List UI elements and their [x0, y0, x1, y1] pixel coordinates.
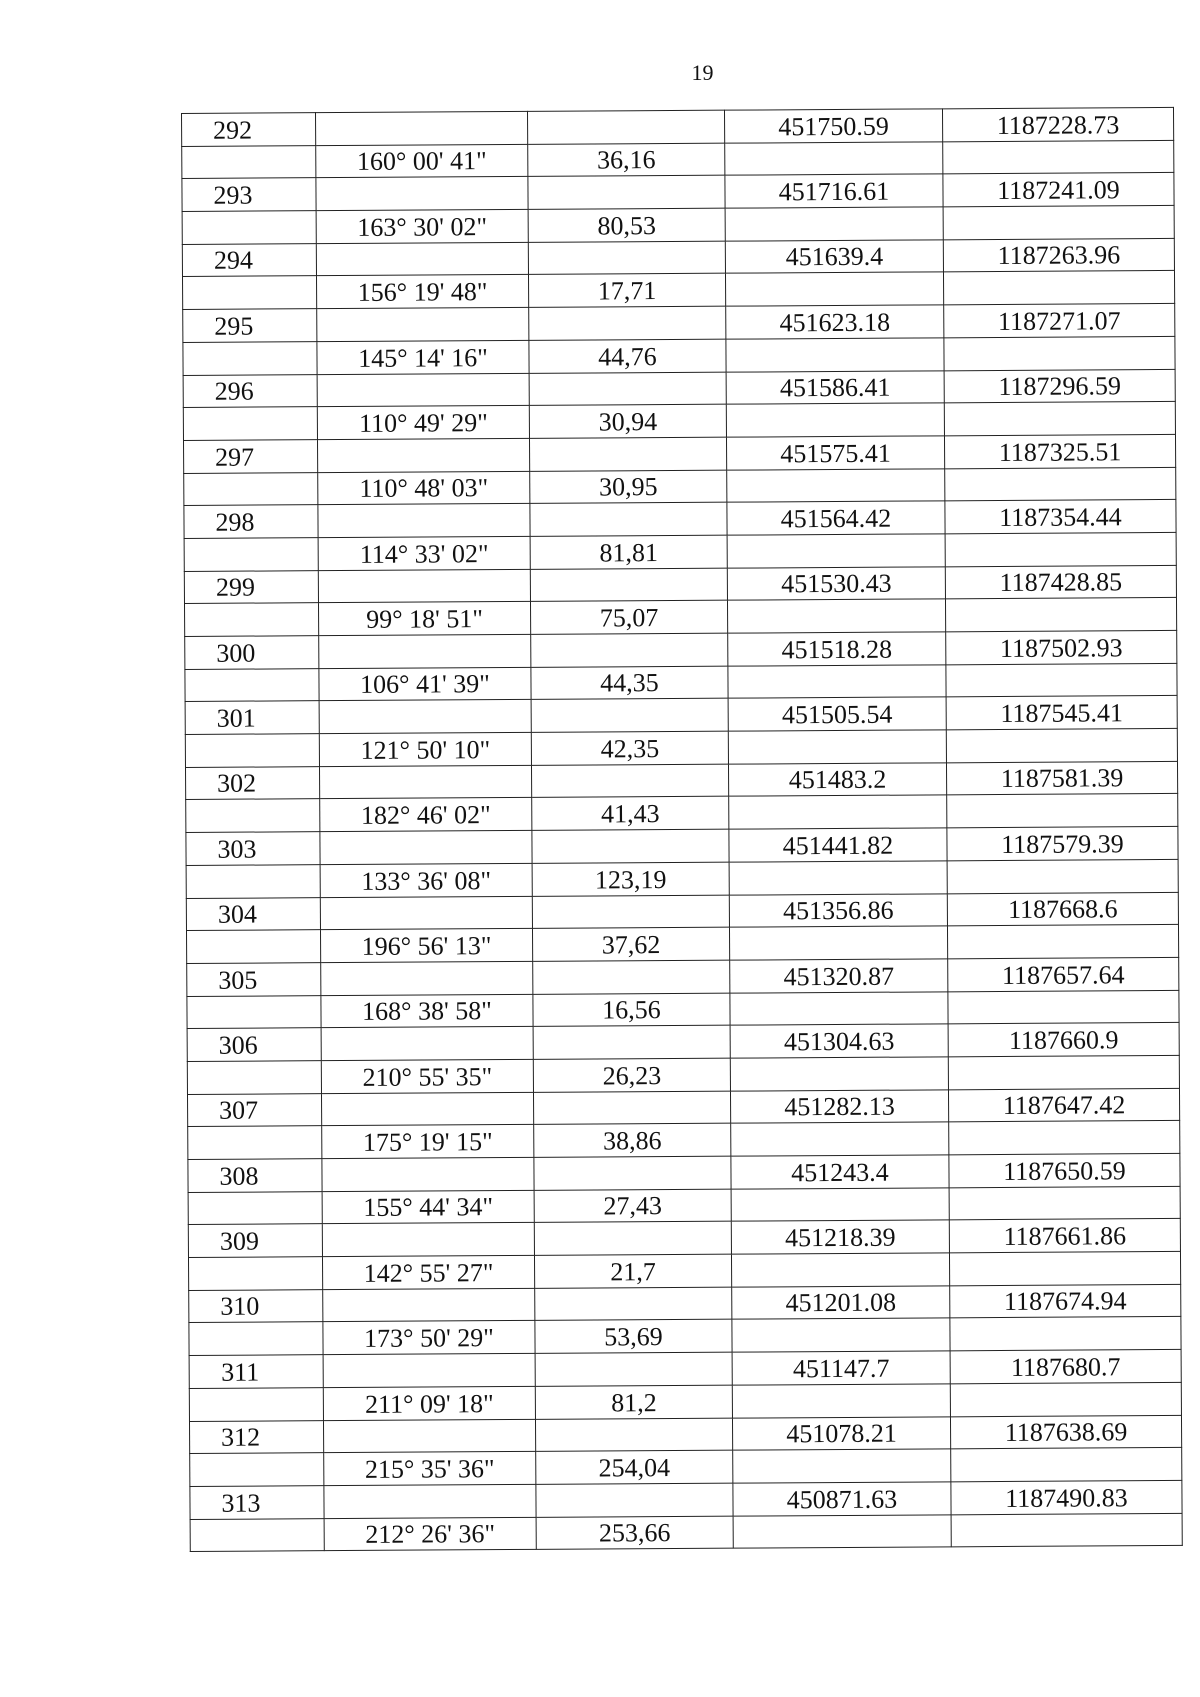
- distance-cell: [530, 502, 727, 536]
- distance-cell: 44,35: [531, 666, 728, 700]
- distance-cell: [531, 764, 728, 798]
- point-cell: 307: [187, 1093, 321, 1127]
- point-cell: [185, 668, 319, 702]
- y-coordinate-cell: 1187579.39: [947, 827, 1178, 861]
- point-cell: [182, 145, 316, 179]
- x-coordinate-cell: [731, 1188, 949, 1222]
- point-cell: 305: [187, 963, 321, 997]
- y-coordinate-cell: [947, 925, 1178, 959]
- point-cell: [186, 799, 320, 833]
- x-coordinate-cell: [725, 207, 943, 241]
- x-coordinate-cell: [726, 403, 944, 437]
- point-row: [182, 173, 1174, 212]
- angle-cell: 210° 55' 35": [321, 1059, 533, 1093]
- x-coordinate-cell: [725, 142, 943, 176]
- distance-cell: 17,71: [528, 274, 725, 308]
- angle-cell: [319, 765, 531, 799]
- point-row: [189, 1284, 1181, 1323]
- y-coordinate-cell: 1187638.69: [950, 1415, 1181, 1449]
- point-cell: [185, 734, 319, 768]
- y-coordinate-cell: [943, 271, 1174, 305]
- distance-cell: [528, 241, 725, 275]
- distance-cell: 44,76: [529, 339, 726, 373]
- angle-cell: [321, 961, 533, 995]
- point-row: [190, 1480, 1182, 1519]
- x-coordinate-cell: [728, 730, 946, 764]
- angle-cell: [319, 634, 531, 668]
- distance-cell: [535, 1352, 732, 1386]
- point-cell: 297: [183, 440, 317, 474]
- y-coordinate-cell: 1187325.51: [944, 434, 1175, 468]
- x-coordinate-cell: 451320.87: [730, 959, 948, 993]
- y-coordinate-cell: 1187680.7: [950, 1350, 1181, 1384]
- point-cell: 299: [184, 570, 318, 604]
- point-row: [188, 1219, 1180, 1258]
- angle-cell: 212° 26' 36": [324, 1517, 536, 1551]
- distance-cell: [530, 568, 727, 602]
- distance-cell: 42,35: [531, 731, 728, 765]
- distance-cell: 254,04: [536, 1450, 733, 1484]
- x-coordinate-cell: [729, 795, 947, 829]
- x-coordinate-cell: 451356.86: [729, 893, 947, 927]
- x-coordinate-cell: [732, 1384, 950, 1418]
- angle-cell: 145° 14' 16": [317, 340, 529, 374]
- angle-cell: 156° 19' 48": [316, 275, 528, 309]
- x-coordinate-cell: 451623.18: [726, 305, 944, 339]
- x-coordinate-cell: [732, 1318, 950, 1352]
- angle-cell: 155° 44' 34": [322, 1190, 534, 1224]
- point-cell: 298: [184, 505, 318, 539]
- point-cell: [187, 1061, 321, 1095]
- x-coordinate-cell: 451530.43: [727, 566, 945, 600]
- x-coordinate-cell: 451078.21: [732, 1416, 950, 1450]
- coordinates-table-container: [181, 109, 1173, 1552]
- point-cell: 292: [182, 113, 316, 147]
- distance-cell: [536, 1483, 733, 1517]
- point-row: [183, 434, 1175, 473]
- angle-cell: [316, 111, 528, 145]
- segment-row: [190, 1513, 1182, 1552]
- point-cell: [189, 1322, 323, 1356]
- y-coordinate-cell: 1187296.59: [944, 369, 1175, 403]
- y-coordinate-cell: [950, 1317, 1181, 1351]
- point-cell: [186, 864, 320, 898]
- distance-cell: 21,7: [534, 1254, 731, 1288]
- point-row: [185, 696, 1177, 735]
- distance-cell: 75,07: [530, 600, 727, 634]
- point-row: [182, 238, 1174, 277]
- point-cell: [188, 1126, 322, 1160]
- x-coordinate-cell: [725, 272, 943, 306]
- angle-cell: 163° 30' 02": [316, 209, 528, 243]
- y-coordinate-cell: [949, 1186, 1180, 1220]
- x-coordinate-cell: [733, 1514, 951, 1548]
- y-coordinate-cell: 1187668.6: [947, 892, 1178, 926]
- distance-cell: [535, 1287, 732, 1321]
- distance-cell: [533, 1091, 730, 1125]
- angle-cell: [321, 1092, 533, 1126]
- point-row: [189, 1350, 1181, 1389]
- point-row: [185, 761, 1177, 800]
- point-cell: 310: [189, 1289, 323, 1323]
- distance-cell: [533, 1025, 730, 1059]
- x-coordinate-cell: [727, 468, 945, 502]
- point-cell: [184, 603, 318, 637]
- angle-cell: [317, 308, 529, 342]
- y-coordinate-cell: 1187428.85: [945, 565, 1176, 599]
- x-coordinate-cell: [730, 1057, 948, 1091]
- coordinates-table-body: [182, 107, 1183, 1551]
- y-coordinate-cell: 1187660.9: [948, 1023, 1179, 1057]
- x-coordinate-cell: 451282.13: [730, 1089, 948, 1123]
- point-row: [186, 892, 1178, 931]
- point-cell: [190, 1453, 324, 1487]
- point-cell: 313: [190, 1486, 324, 1520]
- angle-cell: 114° 33' 02": [318, 536, 530, 570]
- point-cell: 304: [186, 897, 320, 931]
- point-cell: [184, 472, 318, 506]
- angle-cell: [317, 438, 529, 472]
- point-row: [187, 957, 1179, 996]
- x-coordinate-cell: 451586.41: [726, 370, 944, 404]
- x-coordinate-cell: 451639.4: [725, 240, 943, 274]
- distance-cell: 81,81: [530, 535, 727, 569]
- angle-cell: [318, 569, 530, 603]
- point-cell: [188, 1191, 322, 1225]
- angle-cell: [323, 1288, 535, 1322]
- distance-cell: [528, 176, 725, 210]
- angle-cell: [322, 1223, 534, 1257]
- x-coordinate-cell: [729, 861, 947, 895]
- angle-cell: 160° 00' 41": [316, 144, 528, 178]
- x-coordinate-cell: 451243.4: [731, 1155, 949, 1189]
- point-cell: 295: [183, 309, 317, 343]
- angle-cell: 99° 18' 51": [318, 602, 530, 636]
- x-coordinate-cell: 451218.39: [731, 1220, 949, 1254]
- angle-cell: [323, 1353, 535, 1387]
- y-coordinate-cell: 1187674.94: [950, 1284, 1181, 1318]
- point-cell: [190, 1518, 324, 1552]
- angle-cell: [316, 242, 528, 276]
- distance-cell: 26,23: [533, 1058, 730, 1092]
- x-coordinate-cell: 451518.28: [728, 632, 946, 666]
- point-row: [185, 630, 1177, 669]
- distance-cell: 41,43: [532, 797, 729, 831]
- y-coordinate-cell: 1187661.86: [949, 1219, 1180, 1253]
- y-coordinate-cell: 1187647.42: [948, 1088, 1179, 1122]
- angle-cell: [323, 1419, 535, 1453]
- distance-cell: 30,94: [529, 404, 726, 438]
- x-coordinate-cell: [733, 1449, 951, 1483]
- y-coordinate-cell: 1187354.44: [945, 500, 1176, 534]
- angle-cell: 196° 56' 13": [320, 929, 532, 963]
- point-row: [188, 1153, 1180, 1192]
- distance-cell: [534, 1156, 731, 1190]
- point-cell: 309: [188, 1224, 322, 1258]
- x-coordinate-cell: [727, 534, 945, 568]
- x-coordinate-cell: 451505.54: [728, 697, 946, 731]
- y-coordinate-cell: 1187490.83: [951, 1480, 1182, 1514]
- angle-cell: [322, 1157, 534, 1191]
- y-coordinate-cell: 1187241.09: [943, 173, 1174, 207]
- angle-cell: [320, 896, 532, 930]
- point-cell: [183, 407, 317, 441]
- distance-cell: 30,95: [530, 470, 727, 504]
- y-coordinate-cell: 1187545.41: [946, 696, 1177, 730]
- point-cell: [184, 538, 318, 572]
- angle-cell: 133° 36' 08": [320, 863, 532, 897]
- point-row: [189, 1415, 1181, 1454]
- y-coordinate-cell: [947, 859, 1178, 893]
- x-coordinate-cell: 450871.63: [733, 1482, 951, 1516]
- point-cell: 301: [185, 701, 319, 735]
- y-coordinate-cell: 1187271.07: [944, 304, 1175, 338]
- point-cell: 296: [183, 374, 317, 408]
- distance-cell: 253,66: [536, 1516, 733, 1550]
- y-coordinate-cell: [943, 205, 1174, 239]
- page-number: 19: [691, 60, 714, 85]
- x-coordinate-cell: 451441.82: [729, 828, 947, 862]
- y-coordinate-cell: [951, 1448, 1182, 1482]
- distance-cell: [531, 633, 728, 667]
- point-row: [187, 1023, 1179, 1062]
- point-cell: 293: [182, 178, 316, 212]
- y-coordinate-cell: [949, 1121, 1180, 1155]
- distance-cell: 16,56: [533, 993, 730, 1027]
- y-coordinate-cell: 1187502.93: [946, 630, 1177, 664]
- point-row: [184, 500, 1176, 539]
- distance-cell: 27,43: [534, 1189, 731, 1223]
- y-coordinate-cell: [946, 663, 1177, 697]
- y-coordinate-cell: [950, 1382, 1181, 1416]
- angle-cell: 215° 35' 36": [324, 1452, 536, 1486]
- y-coordinate-cell: [945, 467, 1176, 501]
- distance-cell: 81,2: [535, 1385, 732, 1419]
- point-cell: 294: [182, 243, 316, 277]
- y-coordinate-cell: [944, 402, 1175, 436]
- y-coordinate-cell: [945, 598, 1176, 632]
- y-coordinate-cell: [951, 1513, 1182, 1547]
- y-coordinate-cell: [947, 794, 1178, 828]
- y-coordinate-cell: 1187650.59: [949, 1153, 1180, 1187]
- point-cell: [187, 995, 321, 1029]
- angle-cell: 173° 50' 29": [323, 1321, 535, 1355]
- x-coordinate-cell: [731, 1253, 949, 1287]
- point-cell: [189, 1387, 323, 1421]
- distance-cell: [527, 110, 724, 144]
- x-coordinate-cell: 451575.41: [726, 436, 944, 470]
- angle-cell: 106° 41' 39": [319, 667, 531, 701]
- x-coordinate-cell: 451304.63: [730, 1024, 948, 1058]
- y-coordinate-cell: [945, 532, 1176, 566]
- y-coordinate-cell: [948, 990, 1179, 1024]
- angle-cell: 211° 09' 18": [323, 1386, 535, 1420]
- distance-cell: [532, 829, 729, 863]
- angle-cell: [324, 1484, 536, 1518]
- x-coordinate-cell: 451483.2: [728, 763, 946, 797]
- x-coordinate-cell: 451750.59: [724, 109, 942, 143]
- distance-cell: 80,53: [528, 208, 725, 242]
- distance-cell: [531, 699, 728, 733]
- x-coordinate-cell: 451201.08: [732, 1286, 950, 1320]
- y-coordinate-cell: [944, 336, 1175, 370]
- point-cell: 306: [187, 1028, 321, 1062]
- y-coordinate-cell: [946, 728, 1177, 762]
- distance-cell: [529, 437, 726, 471]
- distance-cell: 38,86: [534, 1123, 731, 1157]
- point-cell: 312: [189, 1420, 323, 1454]
- point-cell: 303: [186, 832, 320, 866]
- angle-cell: [318, 504, 530, 538]
- x-coordinate-cell: 451147.7: [732, 1351, 950, 1385]
- point-cell: [188, 1257, 322, 1291]
- point-row: [187, 1088, 1179, 1127]
- distance-cell: 123,19: [532, 862, 729, 896]
- point-cell: [186, 930, 320, 964]
- angle-cell: [317, 373, 529, 407]
- distance-cell: [533, 960, 730, 994]
- angle-cell: 110° 49' 29": [317, 406, 529, 440]
- point-row: [182, 107, 1174, 146]
- y-coordinate-cell: [948, 1055, 1179, 1089]
- point-cell: [183, 341, 317, 375]
- point-cell: 311: [189, 1355, 323, 1389]
- x-coordinate-cell: [727, 599, 945, 633]
- point-cell: [183, 276, 317, 310]
- point-cell: 302: [185, 766, 319, 800]
- point-row: [183, 369, 1175, 408]
- distance-cell: 53,69: [535, 1320, 732, 1354]
- angle-cell: 110° 48' 03": [318, 471, 530, 505]
- y-coordinate-cell: 1187581.39: [946, 761, 1177, 795]
- angle-cell: 168° 38' 58": [321, 994, 533, 1028]
- x-coordinate-cell: [726, 338, 944, 372]
- angle-cell: 175° 19' 15": [322, 1125, 534, 1159]
- angle-cell: 182° 46' 02": [320, 798, 532, 832]
- distance-cell: [532, 895, 729, 929]
- distance-cell: [535, 1418, 732, 1452]
- point-cell: 308: [188, 1159, 322, 1193]
- angle-cell: [320, 830, 532, 864]
- distance-cell: 36,16: [528, 143, 725, 177]
- y-coordinate-cell: [943, 140, 1174, 174]
- x-coordinate-cell: [730, 991, 948, 1025]
- x-coordinate-cell: [728, 665, 946, 699]
- angle-cell: [321, 1027, 533, 1061]
- point-cell: 300: [185, 636, 319, 670]
- angle-cell: [319, 700, 531, 734]
- angle-cell: 142° 55' 27": [322, 1255, 534, 1289]
- x-coordinate-cell: [729, 926, 947, 960]
- point-row: [183, 304, 1175, 343]
- x-coordinate-cell: 451564.42: [727, 501, 945, 535]
- y-coordinate-cell: [949, 1251, 1180, 1285]
- distance-cell: [529, 372, 726, 406]
- x-coordinate-cell: 451716.61: [725, 174, 943, 208]
- distance-cell: [534, 1222, 731, 1256]
- point-cell: [182, 211, 316, 245]
- coordinates-table: [181, 107, 1183, 1552]
- angle-cell: 121° 50' 10": [319, 732, 531, 766]
- x-coordinate-cell: [731, 1122, 949, 1156]
- y-coordinate-cell: 1187263.96: [943, 238, 1174, 272]
- point-row: [186, 827, 1178, 866]
- distance-cell: [529, 306, 726, 340]
- angle-cell: [316, 177, 528, 211]
- y-coordinate-cell: 1187657.64: [948, 957, 1179, 991]
- distance-cell: 37,62: [532, 927, 729, 961]
- point-row: [184, 565, 1176, 604]
- y-coordinate-cell: 1187228.73: [942, 107, 1173, 141]
